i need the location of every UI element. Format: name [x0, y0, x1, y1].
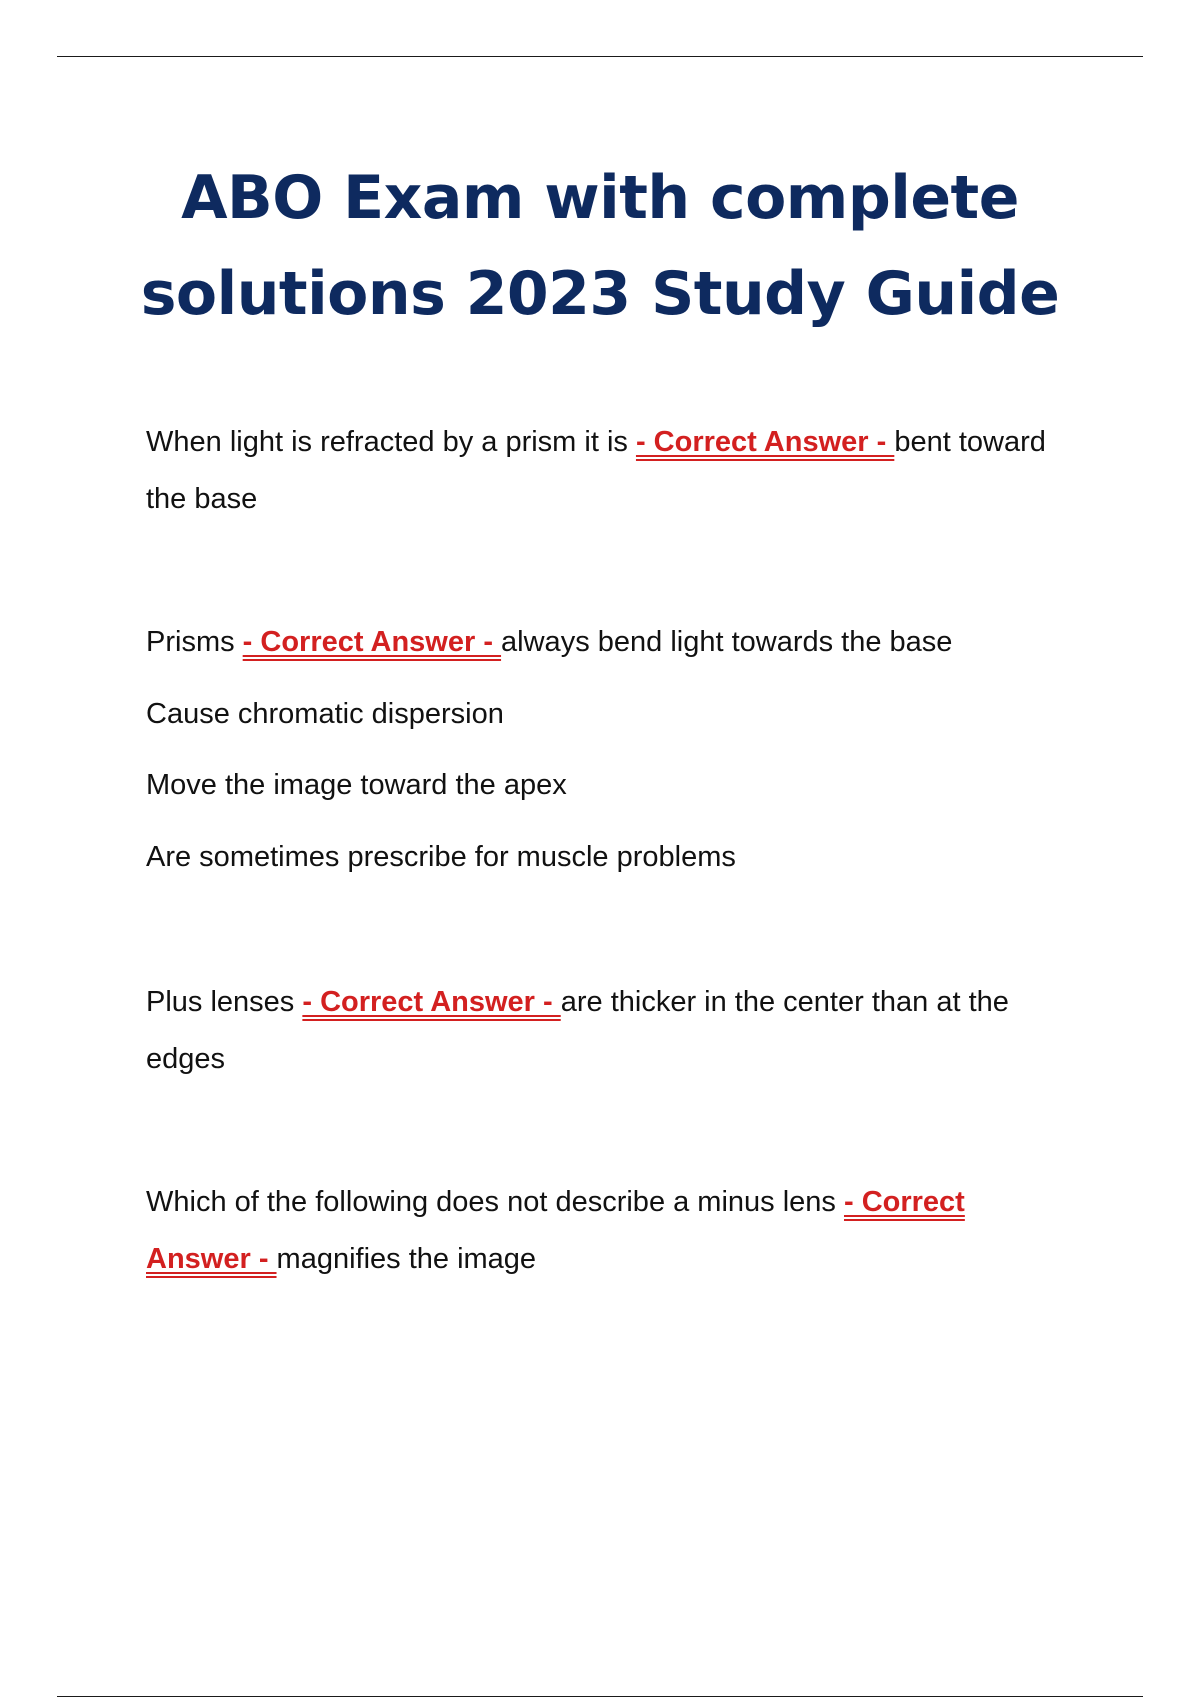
correct-answer-tag: - Correct Answer -: [146, 1186, 965, 1275]
correct-answer-tag: - Correct Answer -: [242, 626, 502, 658]
answer-line: Are sometimes prescribe for muscle problems: [146, 841, 736, 873]
answer-text: magnifies the image: [276, 1243, 537, 1275]
correct-answer-tag: - Correct Answer -: [635, 426, 895, 458]
bottom-rule: [57, 1696, 1143, 1697]
document-title: ABO Exam with complete solutions 2023 Study Guide: [140, 163, 1060, 329]
answer-text: bent toward the base: [146, 426, 1046, 515]
answer-text: are thicker in the center than at the edges: [146, 986, 1009, 1075]
correct-answer-tag: - Correct Answer -: [302, 986, 561, 1018]
answer-line: Cause chromatic dispersion: [146, 698, 504, 730]
qa-item-4: [146, 1174, 1076, 1288]
qa-item-1: [146, 414, 1076, 528]
question-text: When light is refracted by a prism it is: [146, 426, 636, 458]
qa-item-3: [146, 974, 1076, 1088]
qa-item-2: [146, 614, 1076, 671]
answer-line: Move the image toward the apex: [146, 769, 567, 801]
question-text: Prisms: [146, 626, 243, 658]
question-text: Plus lenses: [146, 986, 303, 1018]
question-text: Which of the following does not describe a minus lens: [146, 1186, 844, 1218]
answer-text: always bend light towards the base: [501, 626, 953, 658]
top-rule: [57, 56, 1143, 57]
